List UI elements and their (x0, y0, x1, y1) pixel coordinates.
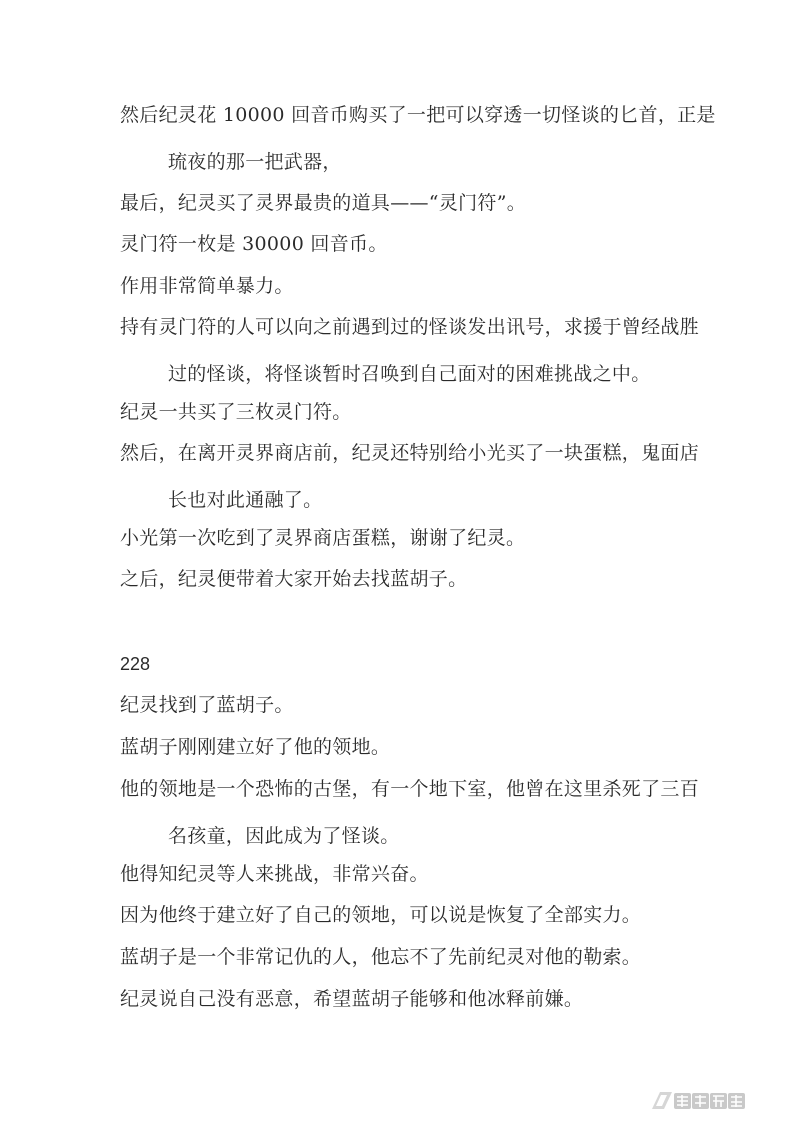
paragraph (120, 892, 700, 939)
text-line: 作用非常简单暴力。 (120, 275, 294, 297)
paragraph (120, 221, 700, 268)
text-line: 然后纪灵花 10000 回音币购买了一把可以穿透一切怪谈的匕首，正是 (120, 104, 716, 126)
paragraph (120, 389, 700, 436)
text-line: 灵门符一枚是 30000 回音币。 (120, 233, 388, 255)
paragraph (120, 430, 700, 524)
paragraph (120, 556, 700, 603)
text-line: 长也对此通融了。 (168, 489, 323, 511)
paragraph (120, 682, 700, 729)
text-line: 琉夜的那一把武器， (168, 151, 342, 173)
paragraph (120, 515, 700, 562)
text-line: 名孩童，因此成为了怪谈。 (168, 825, 400, 847)
text-line: 蓝胡子是一个非常记仇的人，他忘不了先前纪灵对他的勒索。 (120, 946, 642, 968)
text-line: 之后，纪灵便带着大家开始去找蓝胡子。 (120, 568, 468, 590)
text-line: 纪灵找到了蓝胡子。 (120, 694, 294, 716)
paragraph (120, 976, 700, 1023)
paragraph (120, 766, 700, 860)
text-line: 蓝胡子刚刚建立好了他的领地。 (120, 736, 391, 758)
text-line: 最后，纪灵买了灵界最贵的道具——“灵门符”。 (120, 192, 527, 214)
paragraph (120, 304, 700, 398)
text-line: 他得知纪灵等人来挑战，非常兴奋。 (120, 863, 429, 885)
paragraph (120, 724, 700, 771)
text-line: 持有灵门符的人可以向之前遇到过的怪谈发出讯号，求援于曾经战胜 (120, 316, 700, 338)
paragraph (120, 263, 700, 310)
paragraph (120, 92, 716, 186)
text-line: 他的领地是一个恐怖的古堡，有一个地下室，他曾在这里杀死了三百 (120, 778, 700, 800)
paragraph (120, 934, 700, 981)
paragraph (120, 851, 700, 898)
paragraph (120, 180, 700, 227)
text-line: 小光第一次吃到了灵界商店蛋糕，谢谢了纪灵。 (120, 527, 526, 549)
chapter-number: 228 (120, 654, 151, 674)
text-line: 纪灵说自己没有恶意，希望蓝胡子能够和他冰释前嫌。 (120, 988, 584, 1010)
watermark-icon (650, 1089, 750, 1113)
text-line: 过的怪谈，将怪谈暂时召唤到自己面对的困难挑战之中。 (168, 363, 651, 385)
text-line: 因为他终于建立好了自己的领地，可以说是恢复了全部实力。 (120, 904, 642, 926)
text-line: 纪灵一共买了三枚灵门符。 (120, 401, 352, 423)
watermark-logo (650, 1089, 750, 1113)
text-line: 然后，在离开灵界商店前，纪灵还特别给小光买了一块蛋糕，鬼面店 (120, 442, 700, 464)
